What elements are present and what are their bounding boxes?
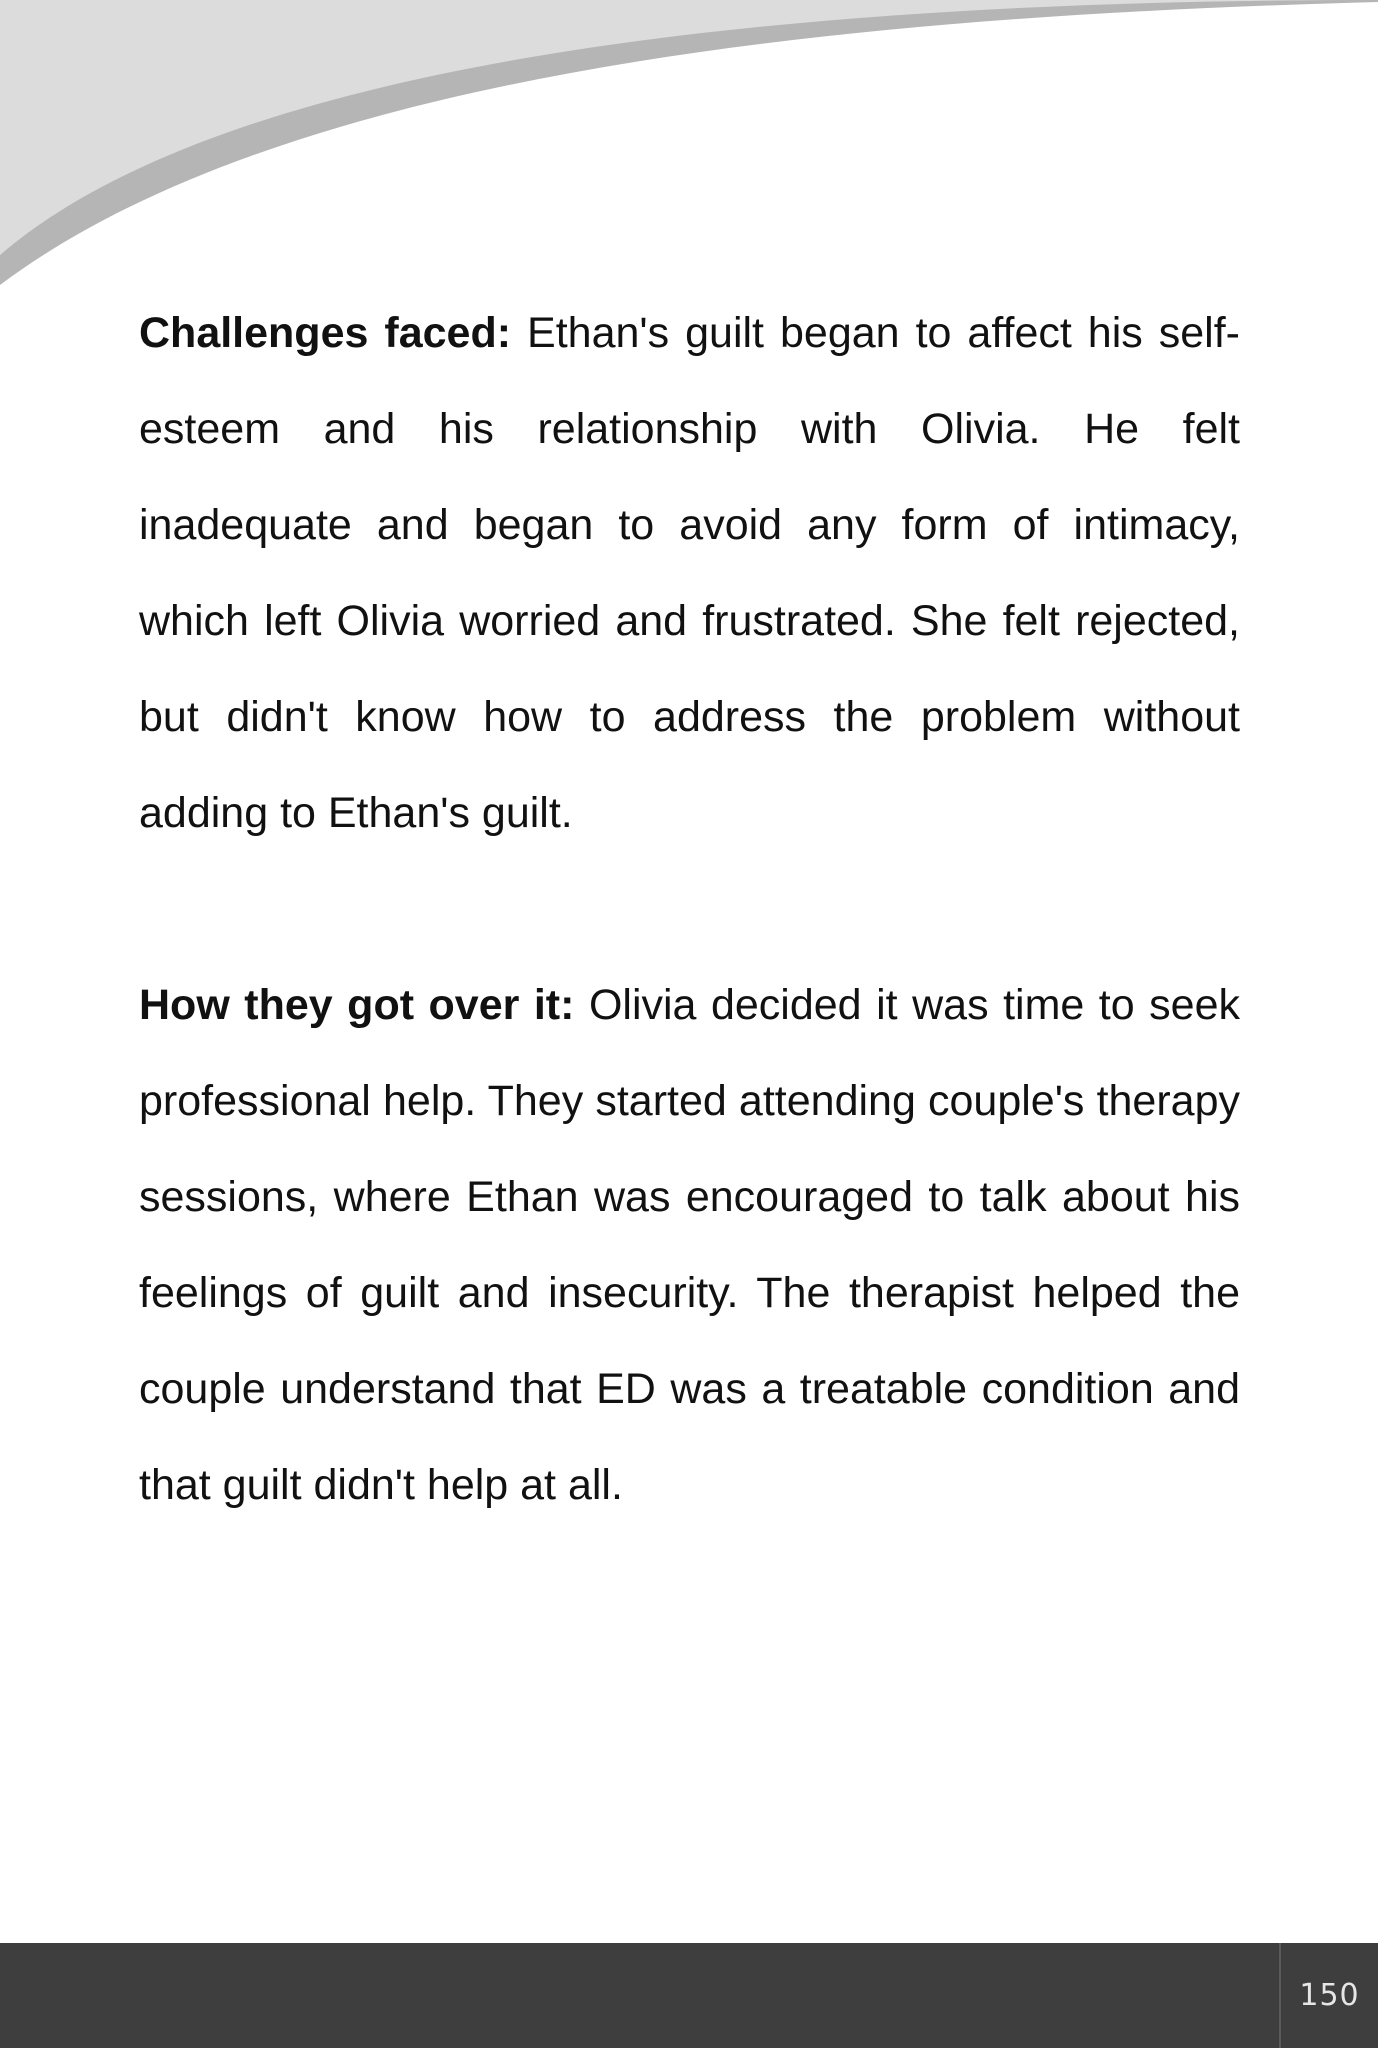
paragraph-how-they-got-over-it (139, 957, 1240, 1533)
page-number: 150 (1299, 1978, 1360, 2013)
footer-bar (0, 1943, 1378, 2048)
main-content (139, 285, 1240, 1533)
paragraph-heading-challenges: Challenges faced: (139, 309, 512, 357)
paragraph-heading-how-they-got-over-it: How they got over it: (139, 981, 575, 1029)
page-number-box (1279, 1943, 1378, 2048)
header-swoosh-decoration (0, 0, 1378, 300)
paragraph-challenges (139, 285, 1240, 861)
paragraph-text-how-they-got-over-it: Olivia decided it was time to seek professional help. They started attending couple's therapy sessions, where Ethan was encouraged to talk about his feelings of guilt and insecurity. The therapist helped the couple understand that ED was a treatable condition and that guilt didn't help at all. (139, 981, 1240, 1509)
paragraph-text-challenges: Ethan's guilt began to affect his self-esteem and his relationship with Olivia. He felt inadequate and began to avoid any form of intimacy, which left Olivia worried and frustrated. She felt rejected, but didn't know how to address the problem without adding to Ethan's guilt. (139, 309, 1240, 837)
